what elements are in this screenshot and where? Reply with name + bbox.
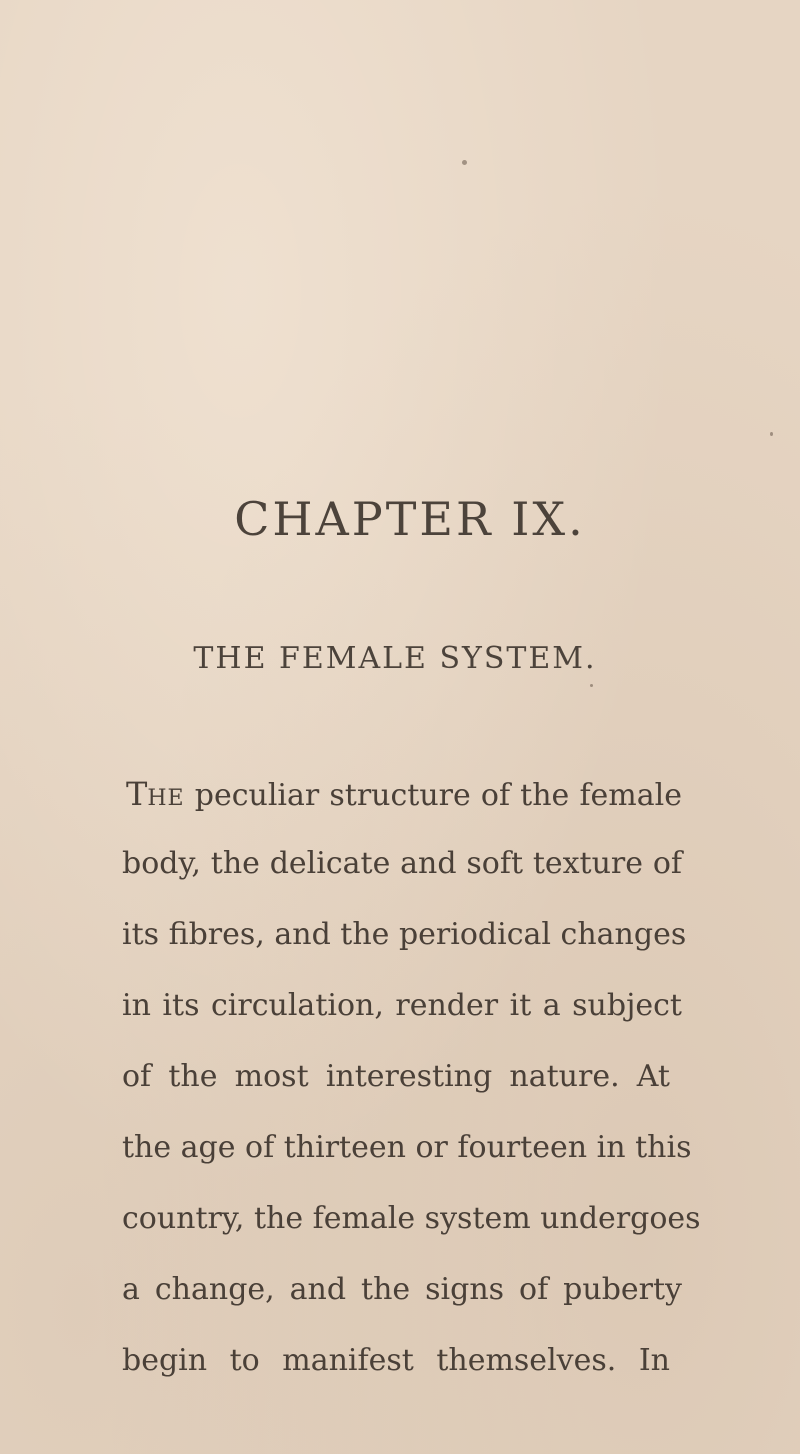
- paragraph-line-1: [126, 775, 682, 813]
- paragraph-line-5: of the most interesting nature. At: [122, 1059, 670, 1094]
- section-heading: THE FEMALE SYSTEM.: [193, 641, 597, 676]
- paragraph-line-7: country, the female system undergoes: [122, 1201, 701, 1236]
- paper-speck: [462, 160, 467, 165]
- paper-speck: [590, 684, 593, 687]
- paragraph-line-2: body, the delicate and soft texture of: [122, 846, 682, 881]
- paragraph-line-9: begin to manifest themselves. In: [122, 1343, 670, 1378]
- bleed-through-texture: [220, 150, 640, 480]
- paragraph-line-8: a change, and the signs of puberty: [122, 1272, 682, 1307]
- chapter-heading: CHAPTER IX.: [234, 492, 586, 546]
- lead-small-caps: HE: [147, 786, 185, 811]
- paragraph-line-6: the age of thirteen or fourteen in this: [122, 1130, 692, 1165]
- lead-initial: T: [126, 775, 148, 813]
- first-line-text: peculiar structure of the female: [194, 778, 682, 813]
- paper-speck: [770, 432, 773, 436]
- paragraph-line-4: in its circulation, render it a subject: [122, 988, 682, 1023]
- paragraph-line-3: its fibres, and the periodical changes: [122, 917, 687, 952]
